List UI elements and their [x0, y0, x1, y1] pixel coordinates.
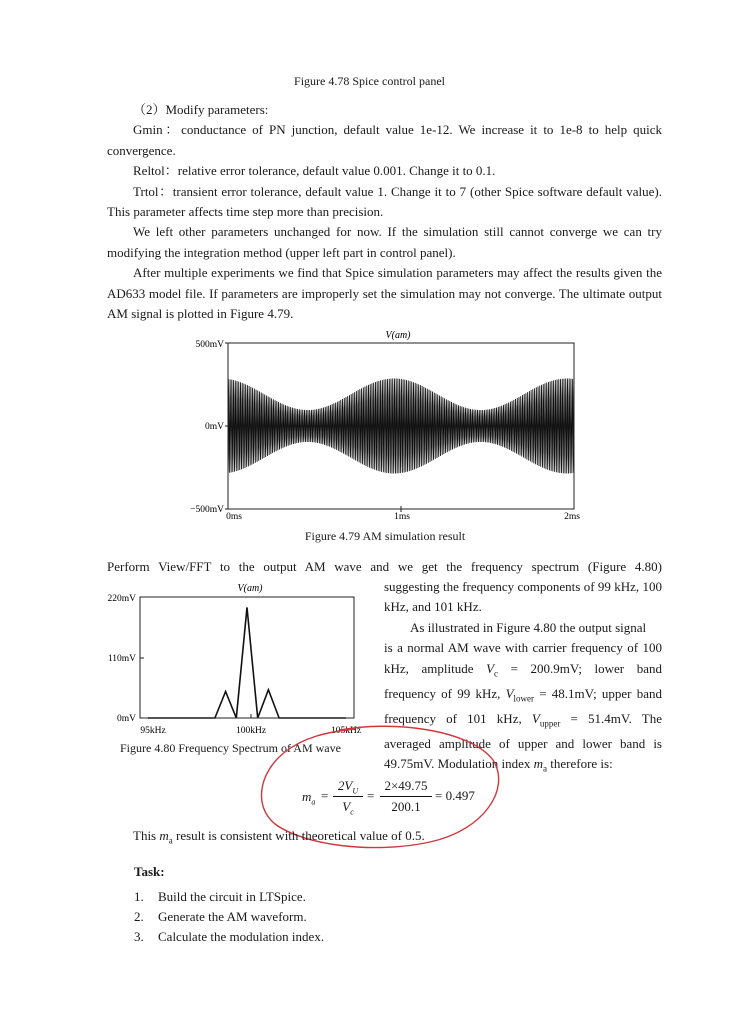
- y-tick-label: −500mV: [190, 505, 224, 515]
- figure-4-79-chart: [180, 326, 590, 522]
- subscript: a: [168, 835, 173, 846]
- text-run: 49.75mV. Modulation index: [384, 756, 534, 772]
- paragraph-reltol: Reltol：relative error tolerance, default value 0.001. Change it to 0.1.: [133, 163, 496, 179]
- text-run: This: [133, 828, 160, 843]
- subscript: lower: [513, 693, 535, 704]
- paragraph-unchanged: We left other parameters unchanged for now. If the simulation still cannot converge we can try modifying the integration method (upper left part in control panel).: [107, 224, 662, 260]
- x-tick-label: 1ms: [394, 512, 410, 522]
- subscript: upper: [539, 718, 561, 729]
- text-run: result is consistent with theoretical value of 0.5.: [172, 828, 425, 843]
- task-item: [134, 887, 324, 907]
- y-tick-label: 0mV: [205, 422, 224, 432]
- formula-result: = 0.497: [435, 788, 475, 803]
- task-title: Task:: [134, 864, 165, 879]
- text-run: = 48.1mV; upper band: [534, 685, 662, 701]
- subscript: c: [494, 668, 499, 679]
- chart-title: V(am): [385, 330, 411, 341]
- explain-line: is a normal AM wave with carrier frequency of 100: [384, 640, 662, 656]
- y-tick-label: 0mV: [117, 714, 136, 724]
- explain-line: As illustrated in Figure 4.80 the output signal: [410, 619, 647, 635]
- var-v: V: [531, 710, 540, 726]
- x-tick-label: 2ms: [564, 512, 580, 522]
- x-tick-label: 100kHz: [235, 726, 267, 736]
- explain-line: [384, 684, 662, 709]
- fft-intro-line: [107, 557, 662, 577]
- task-number: 3.: [134, 929, 144, 944]
- spectrum-series: [148, 608, 346, 719]
- task-item: [134, 927, 324, 947]
- body-text: [107, 100, 662, 324]
- y-tick-label: 500mV: [195, 340, 224, 350]
- text-run: frequency of 101 kHz,: [384, 710, 532, 726]
- paragraph-trtol: Trtol：transient error tolerance, default value 1. Change it to 7 (other Spice software default value). This parameter affects time step more than precision.: [107, 183, 662, 220]
- text-run: therefore is:: [547, 756, 613, 772]
- paragraph-modify-parameters: （2）Modify parameters:: [133, 102, 269, 117]
- conclusion-line: [133, 826, 425, 851]
- y-tick-label: 220mV: [107, 594, 136, 604]
- var-v: V: [486, 660, 495, 676]
- text-run: frequency of 99 kHz,: [384, 685, 506, 701]
- paragraph-experiments: After multiple experiments we find that Spice simulation parameters may affect the results given the AD633 model file. If parameters are improperly set the simulation may not converge. The ultimate output AM signal is plotted in Figure 4.79.: [107, 265, 662, 322]
- explain-line: averaged amplitude of upper and lower band is: [384, 735, 662, 751]
- var-v: V: [505, 685, 514, 701]
- y-tick-label: 110mV: [107, 654, 136, 664]
- subscript: a: [543, 763, 548, 774]
- task-text: Build the circuit in LTSpice.: [158, 889, 306, 904]
- x-tick-label: 95kHz: [140, 726, 166, 736]
- fft-intro-text: Perform View/FFT to the output AM wave and we get the frequency spectrum (Figure 4.80): [107, 559, 662, 574]
- task-item: [134, 907, 324, 927]
- formula-denominator-2: 200.1: [391, 799, 421, 814]
- figure-4-80-caption: Figure 4.80 Frequency Spectrum of AM wave: [120, 741, 341, 755]
- formula-equals: =: [321, 788, 329, 803]
- figure-4-78-caption: Figure 4.78 Spice control panel: [294, 74, 445, 88]
- chart-title: V(am): [237, 583, 263, 594]
- x-tick-label: 0ms: [226, 512, 242, 522]
- text-run: = 51.4mV. The: [560, 710, 662, 726]
- var-m: m: [159, 828, 169, 843]
- text-run: = 200.9mV; lower band: [498, 660, 662, 676]
- explain-line: [384, 659, 662, 684]
- formula-denominator-1: $V_c$: [342, 799, 354, 817]
- formula-numerator-2: 2×49.75: [384, 778, 428, 793]
- paragraph-gmin: Gmin：conductance of PN junction, default value 1e-12. We increase it to 1e-8 to help quick convergence.: [107, 122, 662, 158]
- formula-numerator-1: $2V_U$: [337, 778, 359, 796]
- formula-lhs: $m_a$: [302, 789, 316, 807]
- task-number: 2.: [134, 909, 144, 924]
- var-m: m: [533, 756, 544, 772]
- task-number: 1.: [134, 889, 144, 904]
- formula-equals: =: [367, 788, 375, 803]
- task-text: Calculate the modulation index.: [158, 929, 325, 944]
- task-list: [134, 887, 324, 947]
- figure-4-80-chart: [106, 580, 362, 738]
- figure-4-79-caption: Figure 4.79 AM simulation result: [304, 529, 466, 543]
- task-text: Generate the AM waveform.: [158, 909, 307, 924]
- am-waveform-series: [228, 379, 574, 474]
- fft-intro-continued: suggesting the frequency components of 99 kHz, 100 kHz, and 101 kHz.: [384, 579, 662, 615]
- x-tick-label: 105kHz: [330, 726, 362, 736]
- text-run: kHz, amplitude: [384, 660, 487, 676]
